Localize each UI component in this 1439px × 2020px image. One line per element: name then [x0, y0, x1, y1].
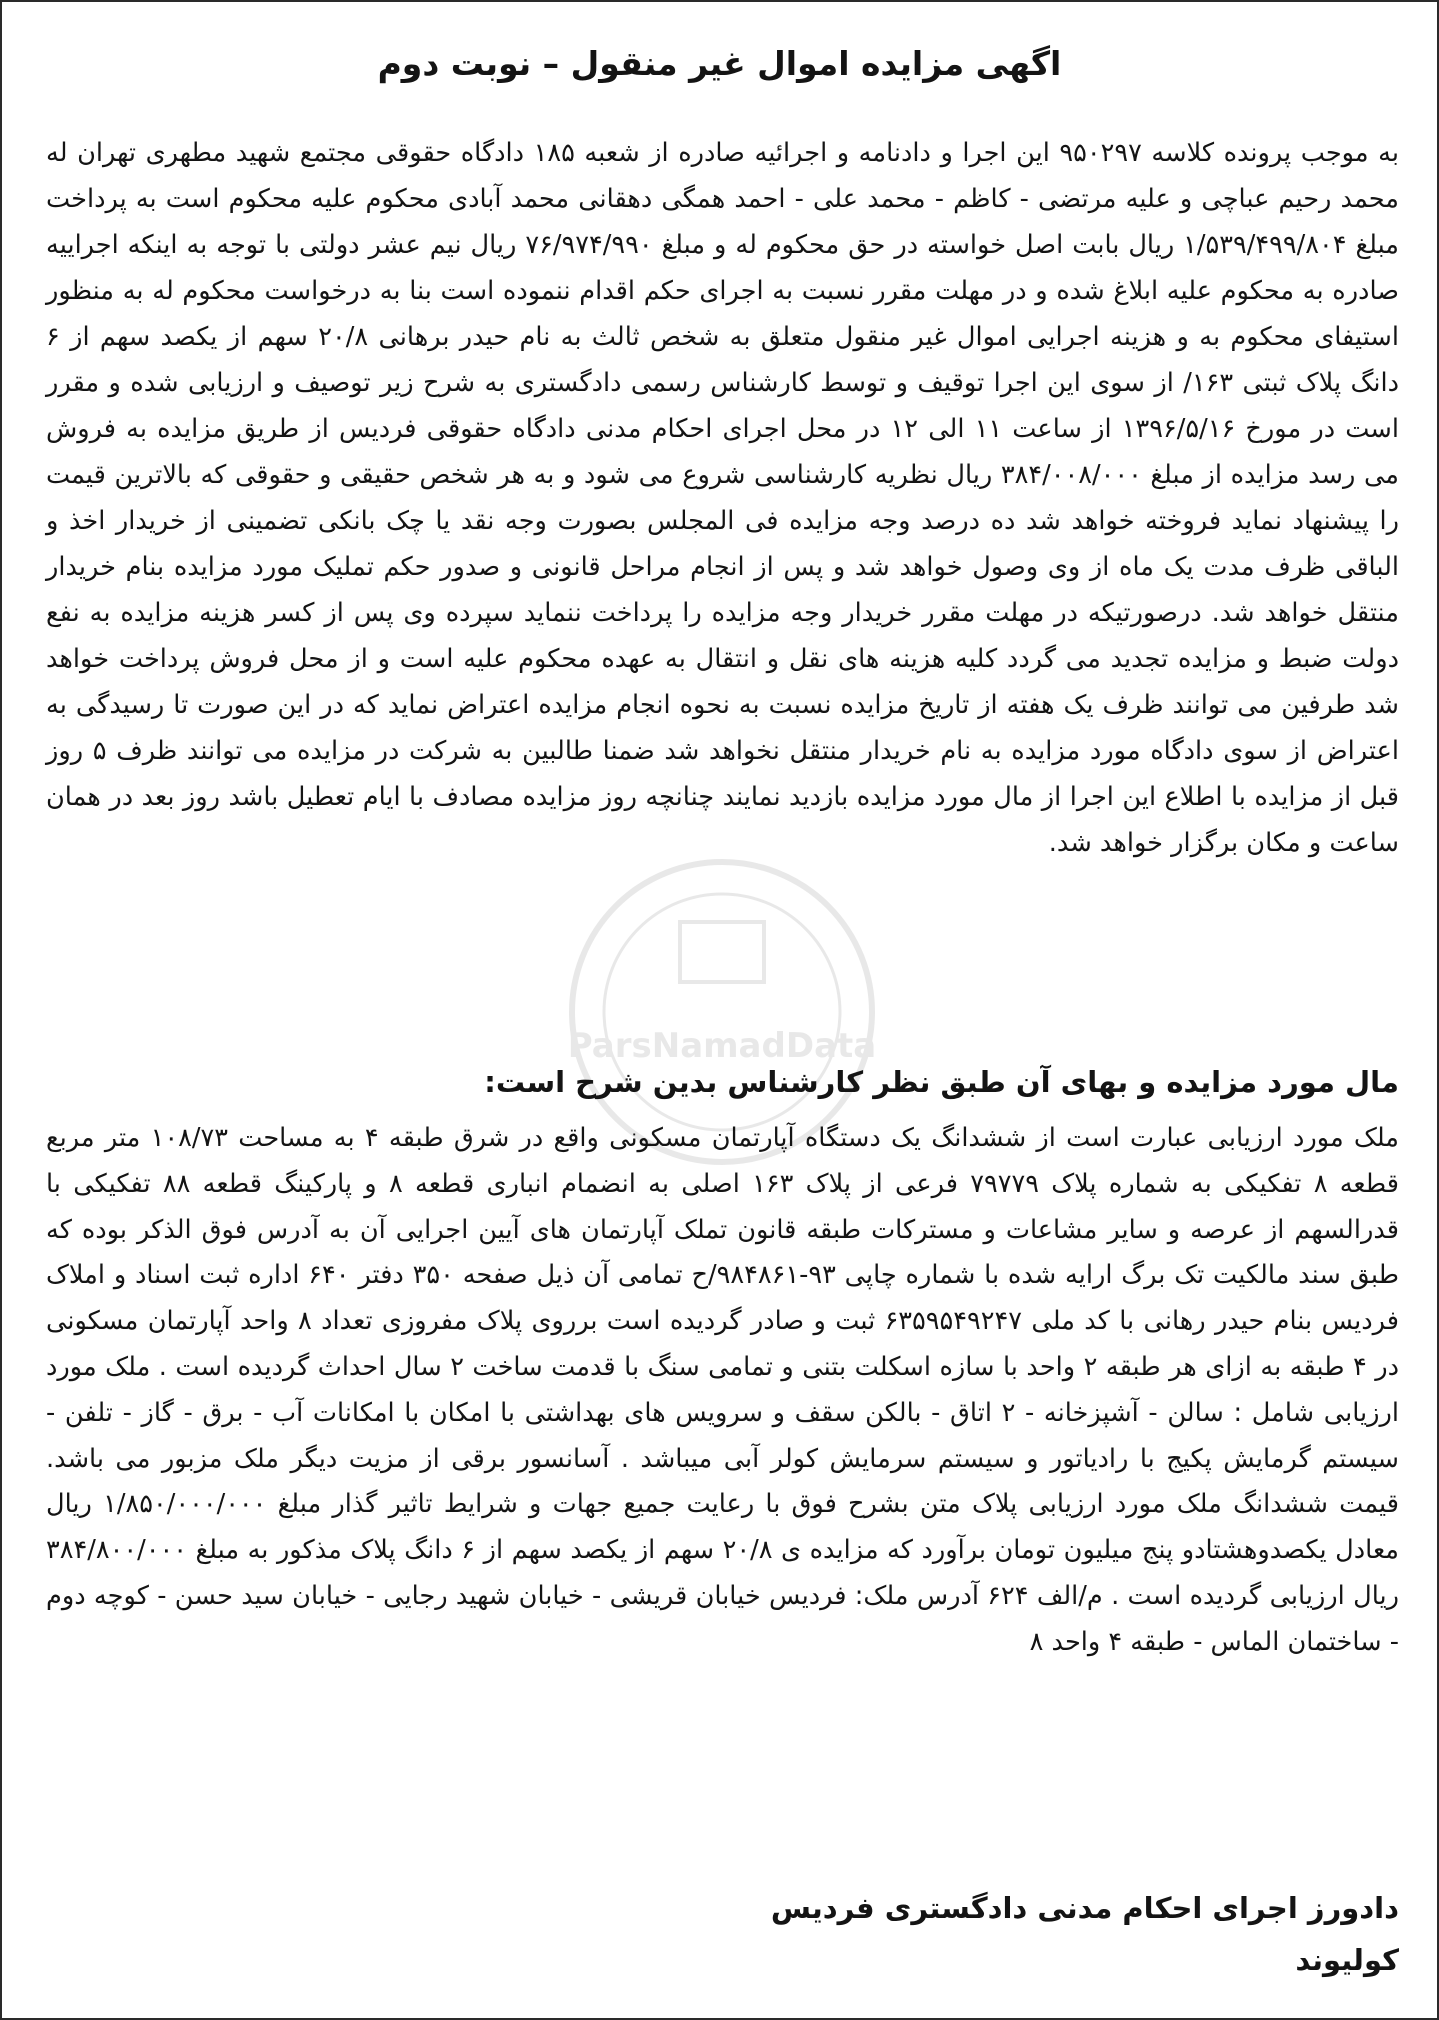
- watermark-text: ParsNamadData: [567, 1026, 877, 1066]
- signature-block: [771, 1882, 1399, 1986]
- signature-name: کولیوند: [1295, 1943, 1399, 1977]
- notice-body-paragraph: به موجب پرونده کلاسه ۹۵۰۲۹۷ این اجرا و دادنامه و اجرائیه صادره از شعبه ۱۸۵ دادگاه حقوقی مجتمع شهید مطهری تهران له محمد رحیم عباچی و علیه مرتضی - کاظم - محمد علی - احمد همگی دهقانی محمد آبادی محکوم علیه محکوم است به پرداخت مبلغ ۱/۵۳۹/۴۹۹/۸۰۴ ریال بابت اصل خواسته در حق محکوم له و مبلغ ۷۶/۹۷۴/۹۹۰ ریال نیم عشر دولتی با توجه به اینکه اجراییه صادره به محکوم علیه ابلاغ شده و در مهلت مقرر نسبت به اجرای حکم اقدام ننموده است بنا به درخواست محکوم له به منظور استیفای محکوم به و هزینه اجرایی اموال غیر منقول متعلق به شخص ثالث به نام حیدر برهانی ۲۰/۸ سهم از یکصد سهم از ۶ دانگ پلاک ثبتی ۱۶۳/ از سوی این اجرا توقیف و توسط کارشناس رسمی دادگستری به شرح زیر توصیف و ارزیابی شده و مقرر است در مورخ ۱۳۹۶/۵/۱۶ از ساعت ۱۱ الی ۱۲ در محل اجرای احکام مدنی دادگاه حقوقی فردیس از طریق مزایده به فروش می رسد مزایده از مبلغ ۳۸۴/۰۰۸/۰۰۰ ریال نظریه کارشناسی شروع می شود و به هر شخص حقیقی و حقوقی که بالاترین قیمت را پیشنهاد نماید فروخته خواهد شد ده درصد وجه مزایده فی المجلس بصورت وجه نقد یا چک بانکی تضمینی از خریدار اخذ و الباقی ظرف مدت یک ماه از وی وصول خواهد شد و پس از انجام مراحل قانونی و صدور حکم تملیک مورد مزایده بنام خریدار منتقل خواهد شد. درصورتیکه در مهلت مقرر خریدار وجه مزایده را پرداخت ننماید سپرده وی پس از کسر هزینه مزایده به نفع دولت ضبط و مزایده تجدید می گردد کلیه هزینه های نقل و انتقال به عهده محکوم علیه است و از محل فروش پرداخت خواهد شد طرفین می توانند ظرف یک هفته از تاریخ مزایده نسبت به نحوه انجام مزایده اعتراض نماید که در این صورت تا رسیدگی به اعتراض از سوی دادگاه مورد مزایده به نام خریدار منتقل نخواهد شد ضمنا طالبین به شرکت در مزایده می توانند ظرف ۵ روز قبل از مزایده با اطلاع این اجرا از مال مورد مزایده بازدید نمایند چنانچه روز مزایده مصادف با ایام تعطیل باشد روز بعد در همان ساعت و مکان برگزار خواهد شد.: [46, 138, 1400, 858]
- signature-title: دادورز اجرای احکام مدنی دادگستری فردیس: [770, 1891, 1399, 1925]
- property-description-paragraph: ملک مورد ارزیابی عبارت است از ششدانگ یک دستگاه آپارتمان مسکونی واقع در شرق طبقه ۴ به مساحت ۱۰۸/۷۳ متر مربع قطعه ۸ تفکیکی به شماره پلاک ۷۹۷۷۹ فرعی از پلاک ۱۶۳ اصلی به انضمام انباری قطعه ۸ و پارکینگ قطعه ۸۸ تفکیکی با قدرالسهم از عرصه و سایر مشاعات و مسترکات طبقه قانون تملک آپارتمان های آیین اجرایی آن به آدرس فوق الذکر بوده که طبق سند مالکیت تک برگ ارایه شده با شماره چاپی ۹۳-۹۸۴۸۶۱/ح تمامی آن ذیل صفحه ۳۵۰ دفتر ۶۴۰ اداره ثبت اسناد و املاک فردیس بنام حیدر رهانی با کد ملی ۶۳۵۹۵۴۹۲۴۷ ثبت و صادر گردیده است برروی پلاک مفروزی تعداد ۸ واحد آپارتمان مسکونی در ۴ طبقه به ازای هر طبقه ۲ واحد با سازه اسکلت بتنی و تمامی سنگ با قدمت ساخت ۲ سال احداث گردیده است . ملک مورد ارزیابی شامل : سالن - آشپزخانه - ۲ اتاق - بالکن سقف و سرویس های بهداشتی با امکان با امکانات آب - برق - گاز - تلفن - سیستم گرمایش پکیج با رادیاتور و سیستم سرمایش کولر آبی میباشد . آسانسور برقی از مزیت دیگر ملک مزبور می باشد. قیمت ششدانگ ملک مورد ارزیابی پلاک متن بشرح فوق با رعایت جمیع جهات و شرایط تاثیر گذار مبلغ ۱/۸۵۰/۰۰۰/۰۰۰ ریال معادل یکصدوهشتادو پنج میلیون تومان برآورد که مزایده ی ۲۰/۸ سهم از یکصد سهم از ۶ دانگ پلاک مذکور به مبلغ ۳۸۴/۸۰۰/۰۰۰ ریال ارزیابی گردیده است . م/الف ۶۲۴ آدرس ملک: فردیس خیابان قریشی - خیابان شهید رجایی - خیابان سید حسن - کوچه دوم - ساختمان الماس - طبقه ۴ واحد ۸: [46, 1123, 1400, 1657]
- section-subheading: مال مورد مزایده و بهای آن طبق نظر کارشناس بدین شرح است:: [484, 1065, 1399, 1099]
- notice-title: اگهی مزایده اموال غیر منقول – نوبت دوم: [377, 44, 1062, 83]
